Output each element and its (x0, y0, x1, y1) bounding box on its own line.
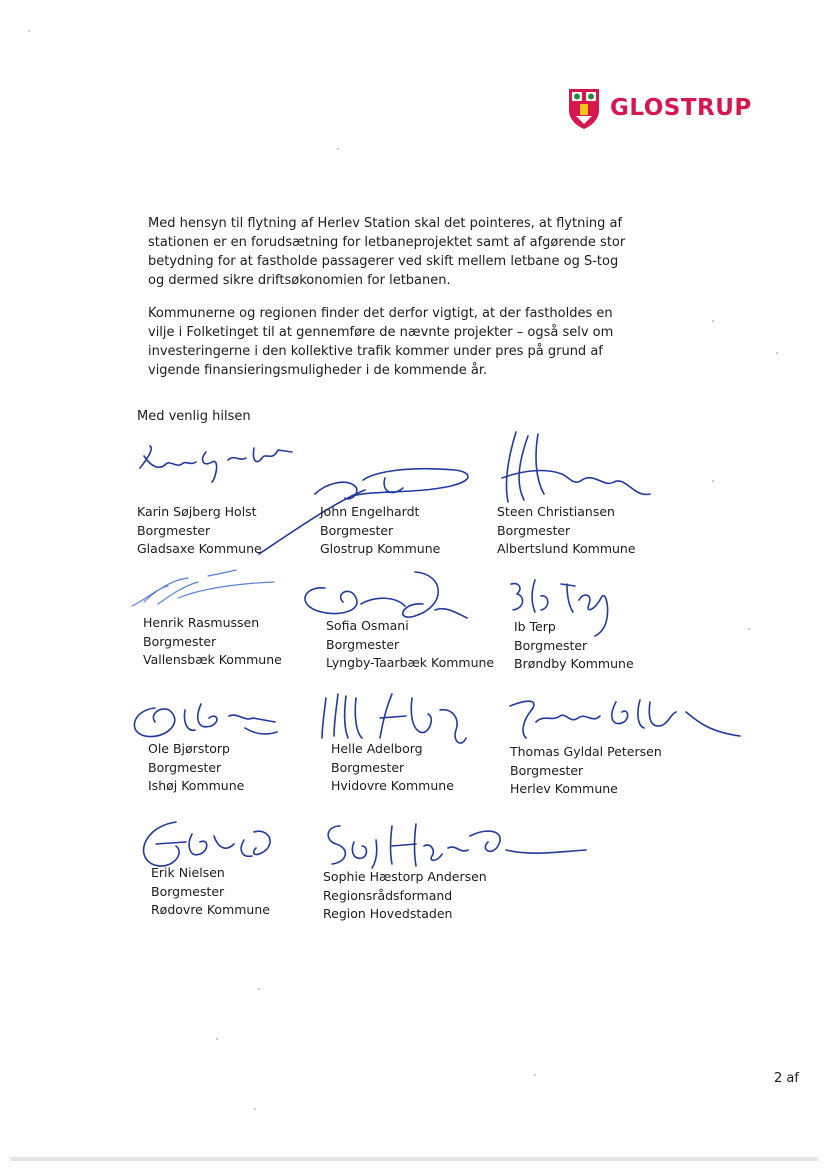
signatory-block (497, 503, 636, 559)
signatory-title: Borgmester (497, 522, 571, 538)
scan-speck (712, 480, 714, 482)
signatory-org: Brøndby Kommune (514, 656, 634, 671)
signatory-name: Sofia Osmani (326, 618, 409, 633)
paragraph-1: Med hensyn til flytning af Herlev Station skal det pointeres, at flytning af stationen er en forudsætning for letbaneprojektet samt af afgørende stor betydning for at fastholde passagerer ved skift mellem letbane og S-tog og dermed sikre driftsøkonomien for letbanen. (148, 216, 626, 288)
signatory-title: Borgmester (137, 522, 211, 538)
page-number: 2 af (774, 1071, 799, 1086)
signatory-org: Glostrup Kommune (320, 541, 441, 556)
signature-henrik-icon (128, 568, 278, 612)
signatory-org: Hvidovre Kommune (331, 778, 454, 793)
scan-bottom-edge (10, 1157, 818, 1161)
paragraph-2: Kommunerne og regionen finder det derfor vigtigt, at der fastholdes en vilje i Folketinget til at gennemføre de nævnte projekter – også selv om investeringerne i den kollektive trafik kommer under pres på grund af vigende finansieringsmuligheder i de kommende år. (148, 306, 614, 378)
scan-speck (254, 1108, 256, 1110)
signatory-name: Helle Adelborg (331, 741, 423, 756)
signatory-title: Borgmester (510, 762, 584, 778)
scan-speck (337, 148, 339, 150)
logo-text: GLOSTRUP (610, 95, 752, 121)
signatory-block (510, 743, 662, 799)
signatory-block (323, 868, 487, 924)
signatory-title: Borgmester (148, 759, 222, 775)
signatory-block (137, 503, 262, 559)
signatory-block (143, 614, 282, 670)
signatory-block (326, 617, 494, 673)
scan-speck (534, 1074, 536, 1076)
signatory-name: Ole Bjørstorp (148, 741, 230, 756)
signatory-name: Ib Terp (514, 619, 556, 634)
signatory-name: John Engelhardt (320, 504, 420, 519)
signatory-name: Karin Søjberg Holst (137, 504, 257, 519)
signatory-block (320, 503, 440, 559)
signatory-block (331, 740, 454, 796)
scan-speck (776, 352, 778, 354)
signatory-org: Gladsaxe Kommune (137, 541, 262, 556)
scan-speck (748, 628, 750, 630)
signatory-org: Lyngby-Taarbæk Kommune (326, 655, 495, 670)
scan-speck (712, 320, 714, 322)
signatory-title: Borgmester (326, 636, 400, 652)
scan-speck (258, 988, 260, 990)
signatory-title: Borgmester (331, 759, 405, 775)
closing-greeting: Med venlig hilsen (137, 409, 251, 424)
signatory-name: Thomas Gyldal Petersen (510, 744, 662, 759)
signatory-block (151, 864, 270, 920)
signatory-name: Steen Christiansen (497, 504, 615, 519)
scan-speck (216, 1038, 218, 1040)
signatory-title: Borgmester (151, 883, 225, 899)
signatory-org: Vallensbæk Kommune (143, 652, 282, 667)
signatory-title: Borgmester (514, 637, 588, 653)
signature-steen-icon (494, 428, 654, 508)
coat-of-arms-icon (566, 86, 602, 130)
signatory-title: Regionsrådsformand (323, 887, 453, 903)
signatory-org: Herlev Kommune (510, 781, 618, 796)
signatory-name: Henrik Rasmussen (143, 615, 260, 630)
signatory-name: Erik Nielsen (151, 865, 225, 880)
glostrup-logo (566, 86, 752, 130)
signatory-org: Region Hovedstaden (323, 906, 453, 921)
signatory-block (514, 618, 634, 674)
signatory-title: Borgmester (143, 633, 217, 649)
signatory-name: Sophie Hæstorp Andersen (323, 869, 487, 884)
signatory-org: Rødovre Kommune (151, 902, 270, 917)
signatory-title: Borgmester (320, 522, 394, 538)
scan-speck (28, 30, 30, 32)
signatory-org: Ishøj Kommune (148, 778, 245, 793)
signatory-block (148, 740, 244, 796)
signatory-org: Albertslund Kommune (497, 541, 636, 556)
